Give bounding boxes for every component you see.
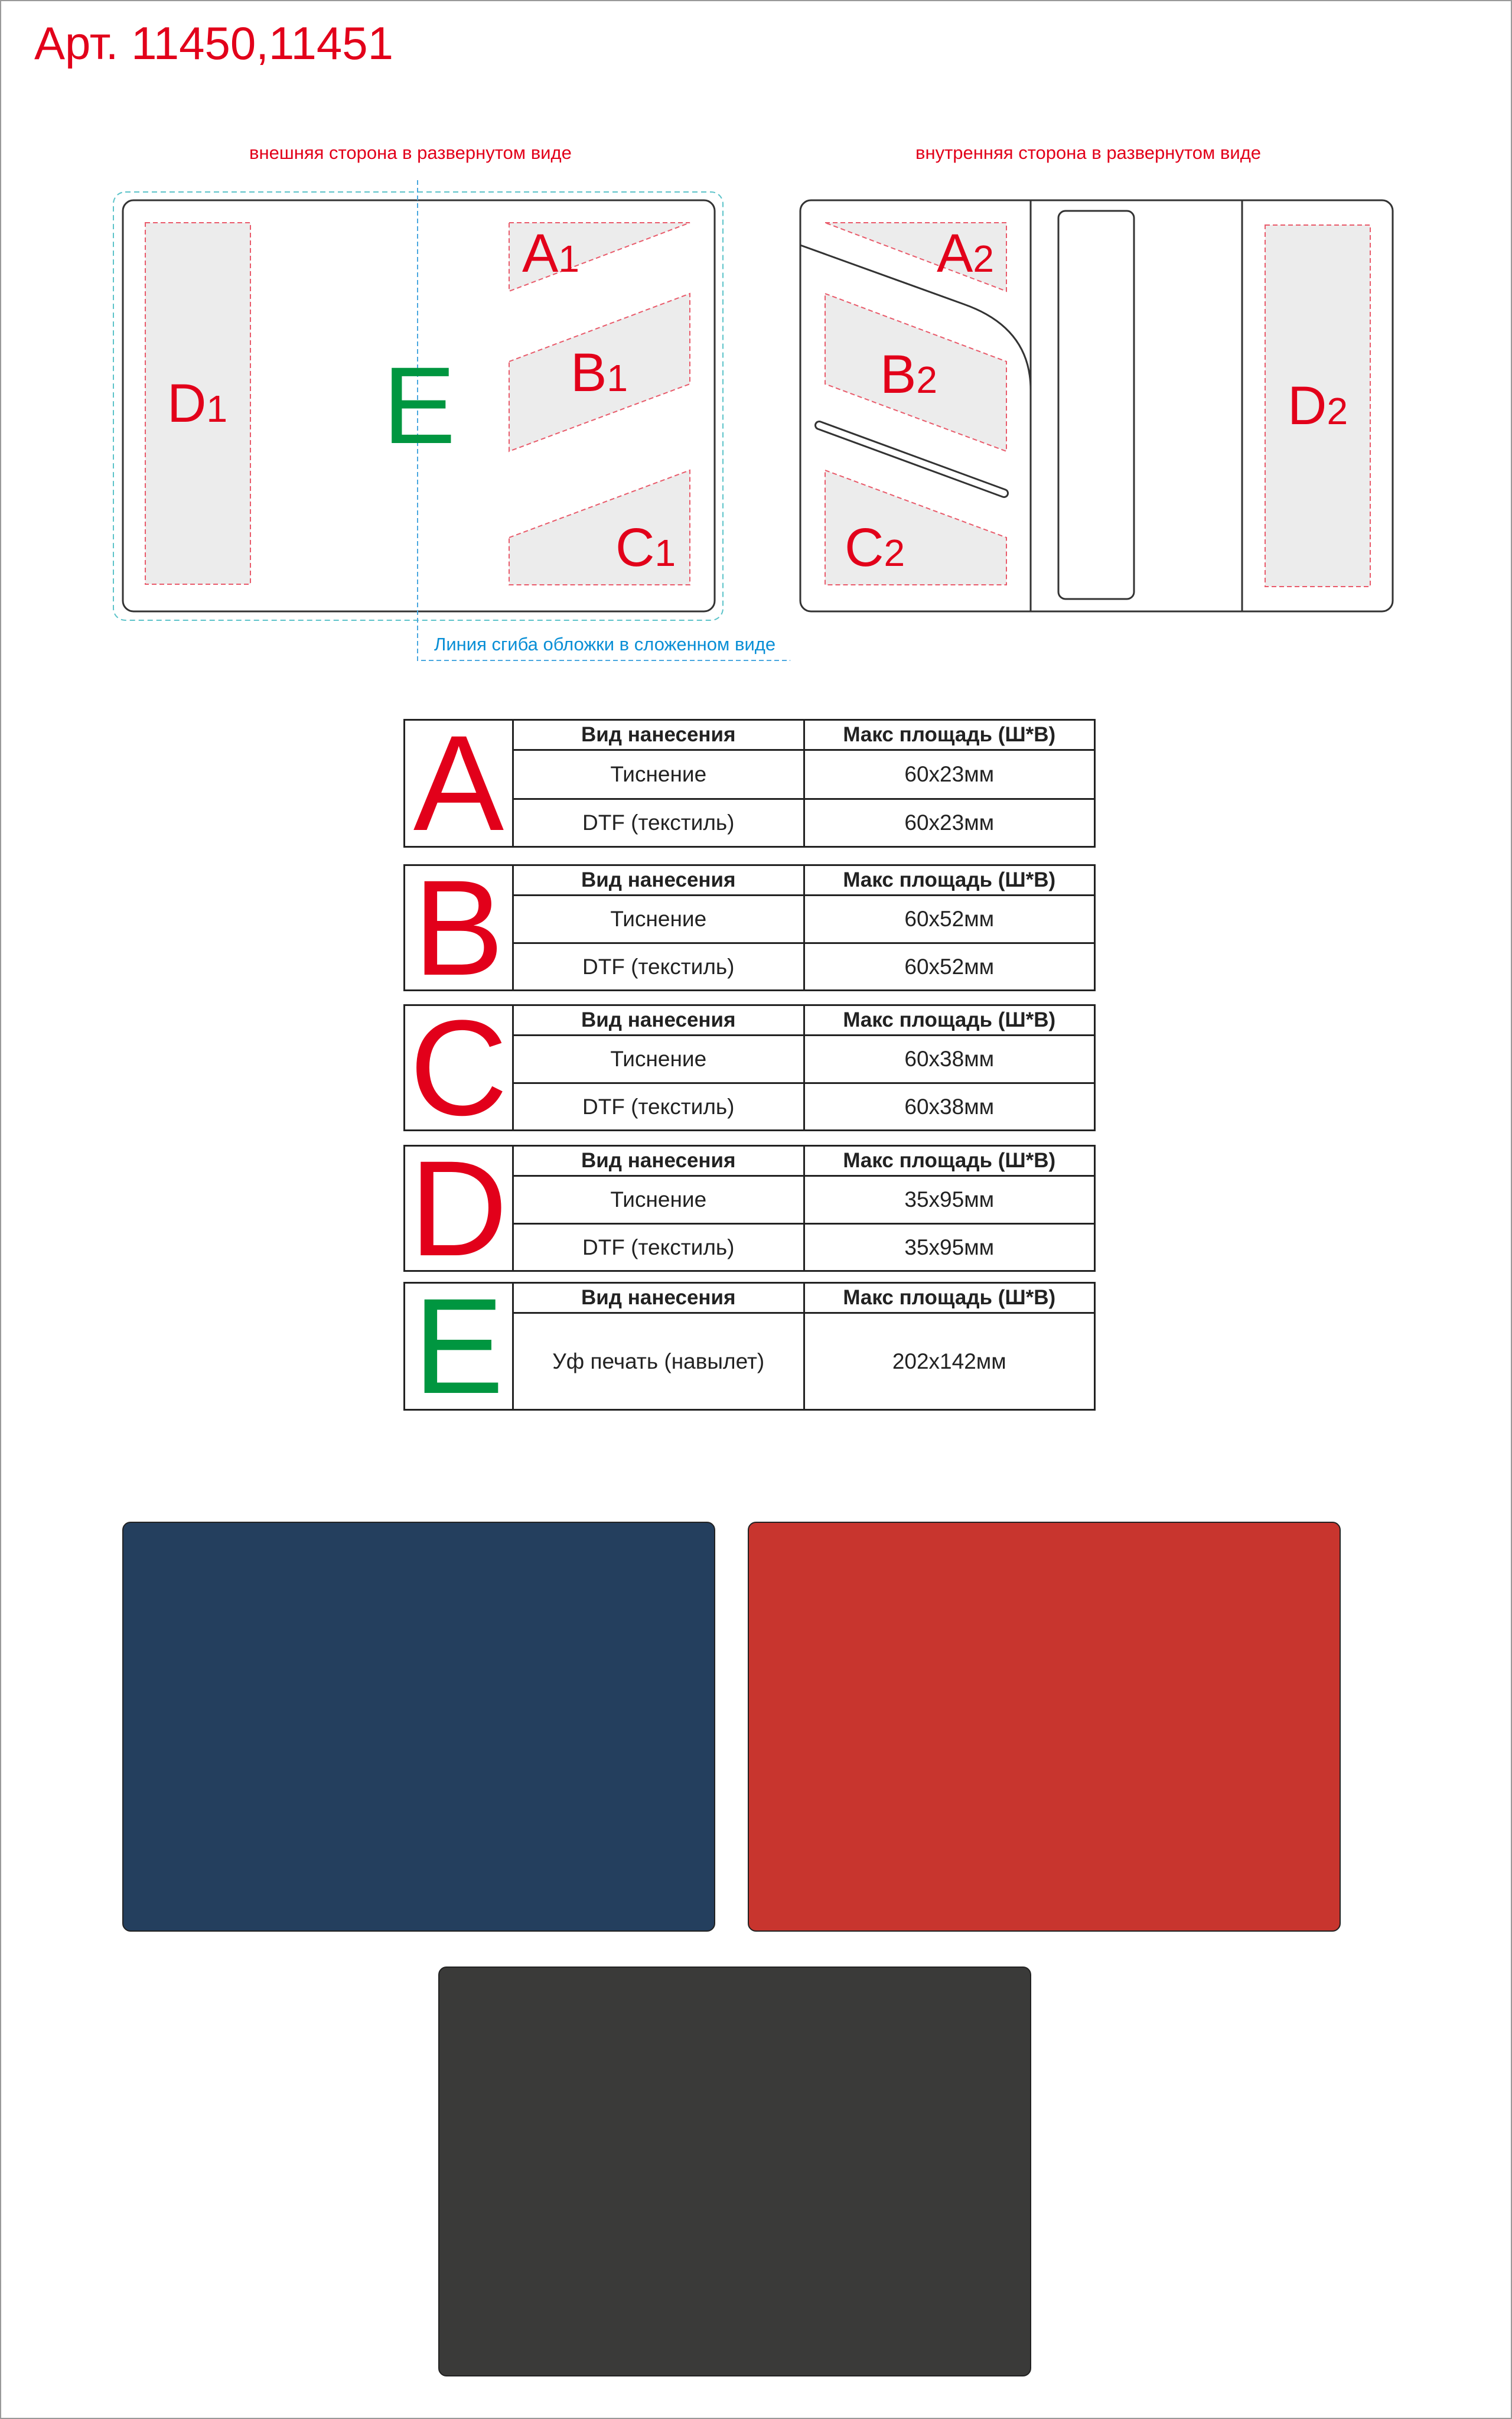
spec-d-header-method: Вид нанесения [514, 1147, 804, 1176]
passport-slot [1058, 211, 1134, 599]
spec-b-header-method: Вид нанесения [514, 866, 804, 896]
spec-a-method-2: DTF (текстиль) [514, 799, 804, 846]
spec-d-area-1: 35x95мм [804, 1176, 1094, 1224]
spec-c-letter: C [405, 1006, 514, 1129]
spec-d-method-1: Тиснение [514, 1176, 804, 1224]
spec-e-letter: E [405, 1284, 514, 1409]
spec-b-header-area: Макс площадь (Ш*В) [804, 866, 1094, 896]
spec-b-letter: B [405, 866, 514, 989]
spec-a-area-2: 60x23мм [804, 799, 1094, 846]
spec-a-grid [514, 721, 1094, 846]
spec-b-area-1: 60x52мм [804, 896, 1094, 943]
spec-c-area-1: 60x38мм [804, 1036, 1094, 1083]
spec-table-a [403, 707, 1096, 859]
zone-b2-label: B2 [880, 344, 937, 405]
spec-e-grid [514, 1284, 1094, 1409]
color-swatch-red [748, 1522, 1341, 1932]
spec-c-header-method: Вид нанесения [514, 1006, 804, 1036]
spec-e-header-area: Макс площадь (Ш*В) [804, 1284, 1094, 1313]
zone-a1-label: A1 [522, 223, 579, 284]
zone-b1-label: B1 [571, 343, 628, 403]
spec-e-header-method: Вид нанесения [514, 1284, 804, 1313]
spec-b-grid [514, 866, 1094, 989]
spec-e-method-1: Уф печать (навылет) [514, 1313, 804, 1409]
spec-d-letter: D [405, 1147, 514, 1270]
zone-c1-label: C1 [615, 517, 676, 578]
spec-e-area-1: 202x142мм [804, 1313, 1094, 1409]
layout-diagram [0, 0, 1512, 673]
color-swatch-navy [122, 1522, 715, 1932]
spec-a-header-area: Макс площадь (Ш*В) [804, 721, 1094, 750]
spec-d-header-area: Макс площадь (Ш*В) [804, 1147, 1094, 1176]
fold-line-caption: Линия сгиба обложки в сложенном виде [434, 634, 776, 655]
outer-side-caption: внешняя сторона в развернутом виде [249, 142, 572, 163]
spec-table-e [403, 1270, 1096, 1422]
spec-c-grid [514, 1006, 1094, 1129]
zone-a2-label: A2 [937, 223, 994, 284]
zone-d2-label: D2 [1288, 376, 1348, 436]
zone-d1-label: D1 [167, 373, 228, 434]
zone-c2-label: C2 [845, 517, 905, 578]
spec-c-area-2: 60x38мм [804, 1083, 1094, 1129]
zone-e-label: E [383, 345, 456, 467]
color-swatch-graphite [438, 1967, 1031, 2376]
spec-table-c [403, 991, 1096, 1144]
spec-d-area-2: 35x95мм [804, 1224, 1094, 1270]
spec-c-method-1: Тиснение [514, 1036, 804, 1083]
spec-a-letter: A [405, 721, 514, 846]
spec-b-area-2: 60x52мм [804, 943, 1094, 989]
spec-table-d [403, 1132, 1096, 1284]
spec-c-header-area: Макс площадь (Ш*В) [804, 1006, 1094, 1036]
inner-side-caption: внутренняя сторона в развернутом виде [915, 142, 1262, 163]
spec-b-method-1: Тиснение [514, 896, 804, 943]
spec-table-b [403, 851, 1096, 1004]
spec-d-method-2: DTF (текстиль) [514, 1224, 804, 1270]
spec-a-area-1: 60x23мм [804, 750, 1094, 799]
spec-b-method-2: DTF (текстиль) [514, 943, 804, 989]
spec-c-method-2: DTF (текстиль) [514, 1083, 804, 1129]
page-title: Арт. 11450,11451 [34, 17, 394, 69]
spec-d-grid [514, 1147, 1094, 1270]
spec-a-method-1: Тиснение [514, 750, 804, 799]
spec-a-header-method: Вид нанесения [514, 721, 804, 750]
